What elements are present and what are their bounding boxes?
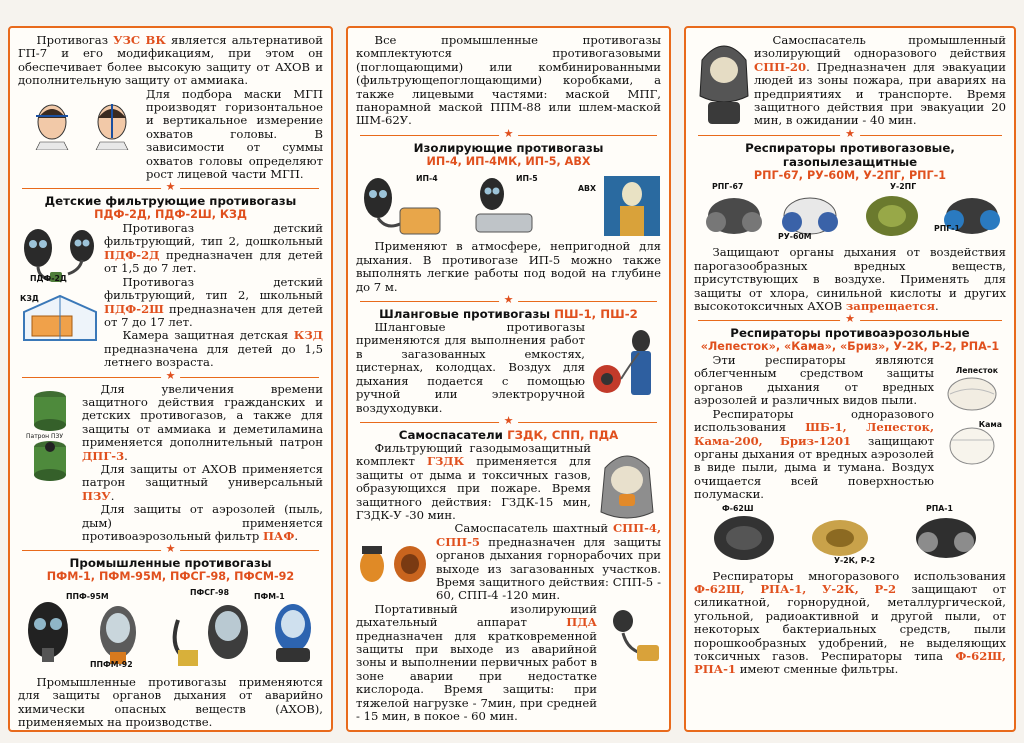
isolating-paragraph: Применяют в атмосфере, непригодной для дыхания. В противогазе ИП-5 можно также выполнять легкие работы под водой на глубине до 7 м.	[356, 239, 661, 294]
column-1-panel	[8, 26, 333, 732]
intro-paragraph: Все промышленные противогазы комплектуются противогазовыми (поглощающими) или комбинированными (фильтрующепоглощающими) коробками, а также лицевыми частями: маской МПГ, панорамной маской ППМ-88 или шлем-маской ШМ-62У.	[356, 33, 661, 128]
isolating-section-title: Изолирующие противогазы	[413, 140, 604, 155]
selfrescuer-section-title: Самоспасатели ГЗДК, СПП, ПДА	[398, 427, 619, 442]
aerosol-caption-lepestok: Лепесток	[955, 366, 998, 376]
column-2-panel	[346, 26, 671, 732]
industrial-section-models: ПФМ-1, ПФМ-95М, ПФСГ-98, ПФСМ-92	[46, 570, 295, 584]
isolating-section-models: ИП-4, ИП-4МК, ИП-5, АВХ	[426, 154, 591, 168]
industrial-section-title: Промышленные противогазы	[69, 556, 272, 571]
industrial-caption-ppfm92: ППФМ-92	[90, 660, 133, 669]
industrial-masks-figure	[18, 584, 323, 670]
spp20-paragraph: Самоспасатель промышленный изолирующий одноразового действия СПП-20. Предназначен для эвакуации людей из зоны пожара, при авариях на предприятиях и транспорте. Время защитного действия при эвакуации 20 мин, в ожидании - 40 мин.	[754, 33, 1006, 128]
industrial-caption-ppf95m: ППФ-95М	[66, 592, 109, 601]
kids-caption-kzd: КЗД	[20, 294, 39, 304]
dpg3-paragraph: Для увеличения времени защитного действия гражданских и детских противогазов, а также для защиты от аммиака и деметиламина применяется дополнительный патрон ДПГ-3.	[82, 381, 323, 463]
kids-pdf2d-paragraph: Противогаз детский фильтрующий, тип 2, дошкольный ПДФ-2Д предназначен для детей от 1,5 до 7 лет.	[104, 221, 323, 276]
gas-respirator-caption-rpg67: РПГ-67	[712, 182, 744, 192]
gzdk-paragraph: Фильтрующий газодымозащитный комплект ГЗДК применяется для защиты от дыма и токсичных газов, образующихся при пожаре. Время защитного действия: ГЗДК-15 мин, ГЗДК-У -30 мин.	[356, 440, 592, 522]
hose-gas-mask-illustration	[591, 323, 661, 403]
section-separator: ★	[698, 130, 1002, 140]
mask-fitting-paragraph: Для подбора маски МГП производят горизонтальное и вертикальное измерение охватов головы. В зависимости от суммы охватов головы определяют рост лицевой части МГП.	[146, 86, 323, 182]
gas-respirator-caption-u2pg: У-2ПГ	[890, 182, 917, 192]
reusable-respirators-paragraph: Респираторы многоразового использования Ф-62Ш, РПА-1, У-2К, Р-2 защищают от силикатной, горнорудной, металлургической, угольной, радиоактивной и другой пыли, от некоторых бактериальных средств, пыли порошкообразных удобрений, не выделяющих токсичных газов. Респираторы типа Ф-62Ш, РПА-1 имеют сменные фильтры.	[694, 568, 1006, 677]
pda-paragraph: Портативный изолирующий дыхательный аппарат ПДА предназначен для кратковременной защиты при выходе из аварийной зоны и выполнении первичных работ в зоне аварии при недостатке кислорода. Время защиты: при тяжелой нагрузке - 7мин, при средней - 15 мин, в покое - 60 мин.	[356, 601, 597, 724]
gas-respirators-illustration	[694, 186, 1008, 244]
industrial-caption-pfm1: ПФМ-1	[254, 592, 285, 601]
pda-apparatus-illustration	[601, 607, 661, 667]
section-separator: ★	[360, 296, 657, 306]
gas-respirator-caption-ru60m: РУ-60М	[778, 232, 812, 242]
gas-respirators-section-models: РПГ-67, РУ-60М, У-2ПГ, РПГ-1	[753, 168, 947, 182]
kids-caption-pdf2d: ПДФ-2Д	[30, 274, 67, 284]
hose-section-title: Шланговые противогазы ПШ-1, ПШ-2	[379, 307, 638, 322]
section-separator: ★	[22, 183, 319, 193]
reusable-caption-rpa1: РПА-1	[926, 503, 953, 513]
industrial-gas-masks-illustration	[18, 590, 326, 670]
column-3-panel	[684, 26, 1016, 732]
paf-paragraph: Для защиты от аэрозолей (пыль, дым) применяется противоаэрозольный фильтр ПАФ.	[82, 502, 323, 543]
industrial-paragraph: Промышленные противогазы применяются для защиты органов дыхания от аварийно химически опасных веществ (АХОВ), применяемых на производстве.	[18, 675, 323, 730]
kids-section-title: Детские фильтрующие противогазы	[44, 194, 297, 209]
spp-selfrescuer-illustration	[356, 532, 432, 590]
gzdk-hood-illustration	[595, 448, 659, 524]
spp20-hood-illustration	[694, 36, 754, 128]
section-separator: ★	[360, 130, 657, 140]
section-separator: ★	[360, 417, 657, 427]
industrial-caption-pfsg98: ПФСГ-98	[190, 588, 230, 597]
isolating-caption-avkh: АВХ	[578, 184, 596, 194]
head-measurement-illustration	[22, 94, 142, 150]
reusable-caption-u2k-r2: У-2К, Р-2	[834, 555, 876, 565]
aerosol-disposable-paragraph: Респираторы одноразового использования ШБ-1, Лепесток, Кама-200, Бриз-1201 защищают органы дыхания от вредных аэрозолей в виде пыли, дыма и тумана. Воздух очищается всей поверхностью полумаски.	[694, 406, 934, 502]
gas-respirators-section-title: Респираторы противогазовые, газопылезащитные	[745, 140, 955, 169]
cartridge-caption: Патрон ПЗУ	[26, 432, 64, 440]
uzs-paragraph: Противогаз УЗС ВК является альтернативой ГП-7 и его модификациям, при этом он обеспечивает более высокую защиту от АХОВ и дополнительную защиту от аммиака.	[18, 33, 324, 88]
gas-respirator-caption-rpg1: РПГ-1	[934, 224, 960, 234]
kids-section-models: ПДФ-2Д, ПДФ-2Ш, КЗД	[94, 208, 247, 222]
isolating-caption-ip4: ИП-4	[416, 174, 438, 184]
reusable-respirators-figure	[694, 502, 1006, 570]
section-separator: ★	[22, 372, 319, 382]
gas-respirators-paragraph: Защищают органы дыхания от воздействия парогазообразных вредных веществ, присутствующих в воздухе. Применять для защиты от хлора, синильной кислоты и других высокотоксичных АХОВ запрещается.	[694, 245, 1006, 314]
isolating-figure	[356, 168, 661, 240]
kids-pdf2sh-paragraph: Противогаз детский фильтрующий, тип 2, школьный ПДФ-2Ш предназначен для детей от 7 до 17 лет.	[104, 274, 323, 329]
aerosol-intro-paragraph: Эти респираторы являются облегченным средством защиты органов дыхания от вредных аэрозолей и различных видов пыли.	[694, 353, 934, 408]
aerosol-caption-kama: Кама	[978, 420, 1002, 430]
reusable-caption-f62sh: Ф-62Ш	[722, 503, 754, 513]
section-separator: ★	[22, 545, 319, 555]
isolating-caption-ip5: ИП-5	[516, 174, 538, 184]
isolating-gas-masks-illustration	[356, 172, 664, 238]
gas-respirators-figure	[694, 182, 1006, 246]
aerosol-respirators-section-models: «Лепесток», «Кама», «Бриз», У-2К, Р-2, РПА-1	[700, 340, 1000, 354]
hose-paragraph: Шланговые противогазы применяются для выполнения работ в загазованных емкостях, цистернах, колодцах. Воздух для дыхания подается с помощью ручной или электроручной воздуходувки.	[356, 320, 585, 415]
spp-paragraph: Самоспасатель шахтный СПП-4, СПП-5 предназначен для защиты органов дыхания горнорабочих при выходе из загазованных участков. Время защитного действия: СПП-5 - 60, СПП-4 -120 мин.	[436, 521, 662, 603]
pzu-paragraph: Для защиты от АХОВ применяется патрон защитный универсальный ПЗУ.	[82, 461, 323, 503]
kids-kzd-paragraph: Камера защитная детская КЗД предназначена для детей до 1,5 летнего возраста.	[104, 328, 323, 370]
section-separator: ★	[698, 315, 1002, 325]
aerosol-respirators-section-title: Респираторы противоаэрозольные	[730, 326, 970, 341]
